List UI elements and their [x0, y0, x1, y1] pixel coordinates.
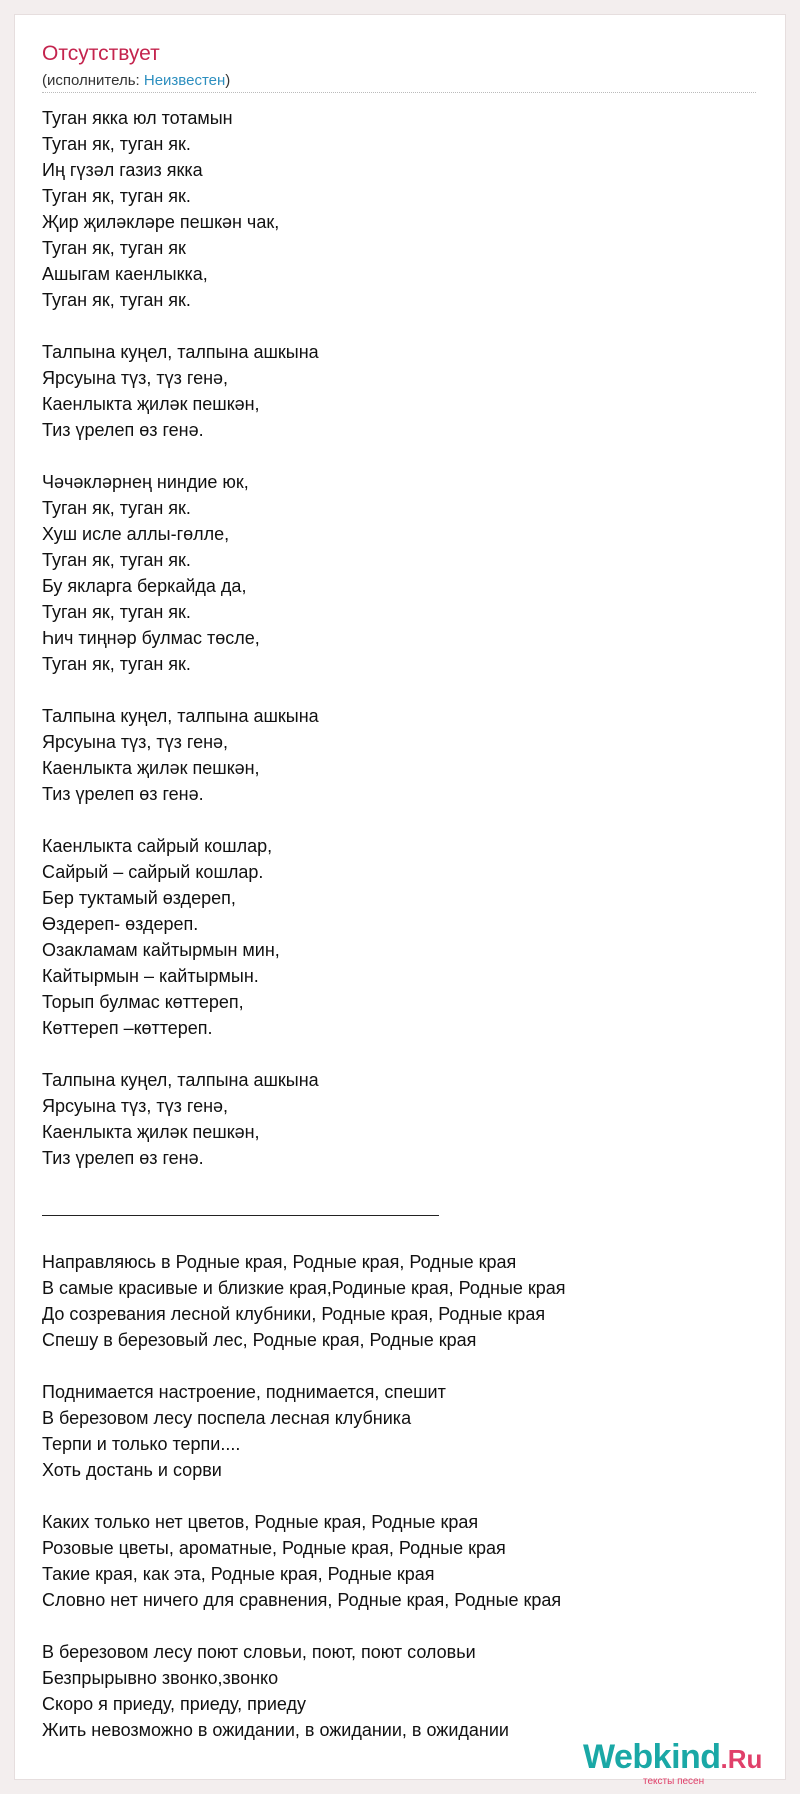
lyric-line: Хоть достань и сорви — [42, 1460, 222, 1480]
lyric-line: Жить невозможно в ожидании, в ожидании, в ожидании — [42, 1720, 509, 1740]
lyric-line: Направляюсь в Родные края, Родные края, Родные края — [42, 1252, 517, 1272]
lyric-line: Һич тиңнәр булмас төсле, — [42, 628, 260, 648]
lyric-line: Ярсуына түз, түз генә, — [42, 732, 229, 752]
lyric-line: Ярсуына түз, түз генә, — [42, 368, 229, 388]
artist-link[interactable]: Неизвестен — [143, 72, 226, 89]
lyric-line: Розовые цветы, ароматные, Родные края, Родные края — [42, 1538, 506, 1558]
lyric-line: Җир җиләкләре пешкән чак, — [42, 212, 280, 232]
lyric-line: Тиз үрелеп өз генә. — [42, 784, 204, 804]
lyric-line: Терпи и только терпи.... — [42, 1434, 241, 1454]
lyric-line: Каких только нет цветов, Родные края, Родные края — [42, 1512, 479, 1532]
logo-tagline: тексты песен — [643, 1776, 705, 1787]
lyric-line: Спешу в березовый лес, Родные края, Родные края — [42, 1330, 477, 1350]
song-title: Отсутствует — [42, 42, 160, 65]
lyric-line: Бу якларга беркайда да, — [42, 576, 247, 596]
lyric-line: Тиз үрелеп өз генә. — [42, 1148, 204, 1168]
stanza-break — [42, 1041, 566, 1067]
lyric-line: Туган як, туган як. — [42, 186, 191, 206]
lyric-line: Бер туктамый өздереп, — [42, 888, 236, 908]
lyric-line: Торып булмас көттереп, — [42, 992, 244, 1012]
separator-rule — [42, 1215, 439, 1216]
stanza-break — [42, 1353, 566, 1379]
lyric-line: Сайрый – сайрый кошлар. — [42, 862, 264, 882]
lyric-line: Иң гүзәл газиз якка — [42, 160, 203, 180]
lyric-line: Талпына куңел, талпына ашкына — [42, 342, 319, 362]
lyric-line: Такие края, как эта, Родные края, Родные края — [42, 1564, 435, 1584]
lyric-line: До созревания лесной клубники, Родные края, Родные края — [42, 1304, 546, 1324]
lyric-line: Туган як, туган як. — [42, 654, 191, 674]
lyric-line: Словно нет ничего для сравнения, Родные края, Родные края — [42, 1590, 562, 1610]
artist-prefix: (исполнитель: — [42, 72, 144, 89]
lyric-line: Ашыгам каенлыкка, — [42, 264, 208, 284]
lyric-line: Туган як, туган як — [42, 238, 186, 258]
lyric-line: Талпына куңел, талпына ашкына — [42, 1070, 319, 1090]
artist-suffix: ) — [225, 72, 231, 89]
dotted-divider — [42, 92, 756, 93]
artist-line — [42, 72, 230, 89]
lyric-line: Каенлыкта җиләк пешкән, — [42, 394, 260, 414]
stanza-break — [42, 313, 566, 339]
lyric-line: Туган як, туган як. — [42, 550, 191, 570]
stanza-break — [42, 1483, 566, 1509]
lyric-line: Безпрырывно звонко,звонко — [42, 1668, 279, 1688]
lyric-line: Өздереп- өздереп. — [42, 914, 199, 934]
stanza-break — [42, 443, 566, 469]
lyric-line: Ярсуына түз, түз генә, — [42, 1096, 229, 1116]
lyric-line: Каенлыкта җиләк пешкән, — [42, 1122, 260, 1142]
lyric-line: Тиз үрелеп өз генә. — [42, 420, 204, 440]
site-logo[interactable] — [583, 1738, 763, 1787]
lyric-line: Талпына куңел, талпына ашкына — [42, 706, 319, 726]
lyric-line: Туган як, туган як. — [42, 602, 191, 622]
stanza-break — [42, 1171, 566, 1197]
stanza-break — [42, 677, 566, 703]
lyric-line: Туган як, туган як. — [42, 290, 191, 310]
lyric-line: Поднимается настроение, поднимается, спешит — [42, 1382, 446, 1402]
lyric-line: Туган як, туган як. — [42, 134, 191, 154]
lyric-line: Скоро я приеду, приеду, приеду — [42, 1694, 307, 1714]
lyric-line: В самые красивые и близкие края,Родиные края, Родные края — [42, 1278, 566, 1298]
lyric-line: Каенлыкта сайрый кошлар, — [42, 836, 273, 856]
lyric-line: Туган як, туган як. — [42, 498, 191, 518]
lyric-line: Каенлыкта җиләк пешкән, — [42, 758, 260, 778]
logo-tld: .Ru — [720, 1744, 763, 1774]
lyric-line: Туган якка юл тотамын — [42, 108, 233, 128]
stanza-break — [42, 1613, 566, 1639]
separator-line — [42, 1197, 566, 1223]
lyric-line: Хуш исле аллы-гөлле, — [42, 524, 230, 544]
lyrics-text — [42, 105, 566, 1743]
lyric-line: Көттереп –көттереп. — [42, 1018, 213, 1038]
lyric-line: Чәчәкләрнең ниндие юк, — [42, 472, 249, 492]
stanza-break — [42, 807, 566, 833]
lyric-line: В березовом лесу поспела лесная клубника — [42, 1408, 412, 1428]
stanza-break — [42, 1223, 566, 1249]
lyric-line: В березовом лесу поют словьи, поют, поют соловьи — [42, 1642, 476, 1662]
lyric-line: Озакламам кайтырмын мин, — [42, 940, 280, 960]
logo-wordmark: Webkind — [583, 1738, 721, 1776]
lyric-line: Кайтырмын – кайтырмын. — [42, 966, 259, 986]
